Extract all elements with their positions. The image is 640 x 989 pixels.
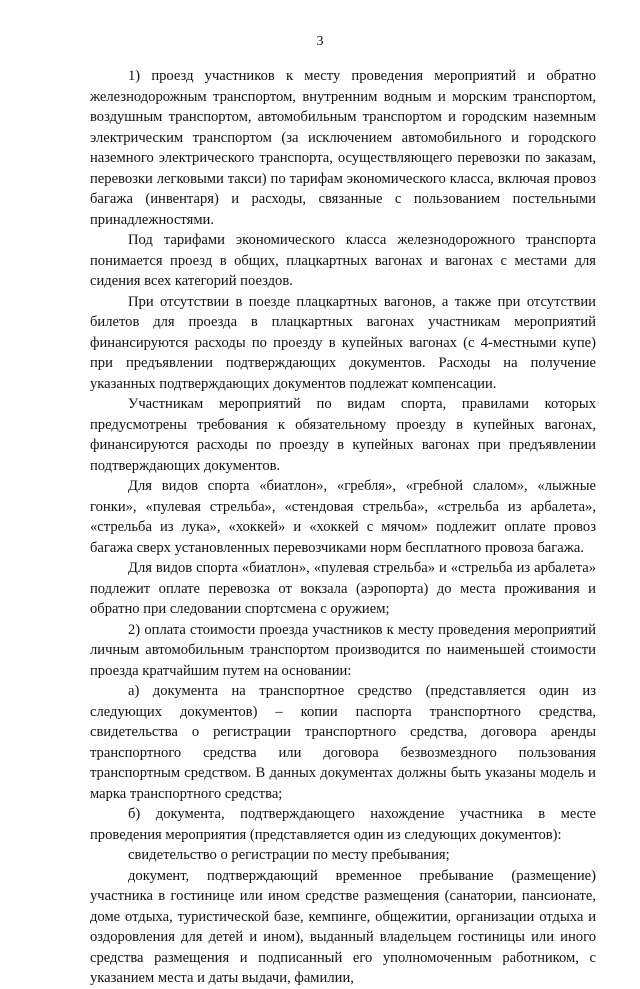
paragraph-6: Для видов спорта «биатлон», «пулевая стрельба» и «стрельба из арбалета» подлежит оплате перевозка от вокзала (аэропорта) до места проживания и обратно при следовании спортсмена с оружием; — [90, 560, 596, 617]
paragraph-1: 1) проезд участников к месту проведения мероприятий и обратно железнодорожным транспортом, внутренним водным и морским транспортом, воздушным транспортом, автомобильным транспортом и городским наземным электрическим транспортом (за исключением автомобильного и городского наземного электрического транспорта, осуществляющего перевозки по заказам, перевозки легковыми такси) по тарифам экономического класса, включая провоз багажа (инвентаря) и расходы, связанные с пользованием постельными принадлежностями. — [90, 68, 596, 228]
paragraph-9: б) документа, подтверждающего нахождение участника в месте проведения мероприятия (представляется один из следующих документов): — [90, 806, 596, 843]
document-body — [90, 66, 596, 989]
paragraph-4: Участникам мероприятий по видам спорта, правилами которых предусмотрены требования к обязательному проезду в купейных вагонах, финансируются расходы по проезду в купейных вагонах при предъявлении подтверждающих документов. — [90, 396, 596, 474]
paragraph-10: свидетельство о регистрации по месту пребывания; — [128, 847, 450, 863]
paragraph-3: При отсутствии в поезде плацкартных вагонов, а также при отсутствии билетов для проезда в плацкартных вагонах участникам мероприятий финансируются расходы по проезду в купейных вагонах (с 4-местными купе) при предъявлении подтверждающих документов. Расходы на получение указанных подтверждающих документов подлежат компенсации. — [90, 293, 596, 392]
paragraph-11: документ, подтверждающий временное пребывание (размещение) участника в гостинице или ином средстве размещения (санатории, пансионате, доме отдыха, туристической базе, кемпинге, общежитии, организации отдыха и оздоровления для детей и ином), выданный владельцем гостиницы или иного средства размещения и подписанный его уполномоченным работником, с указанием места и даты выдачи, фамилии, — [90, 867, 596, 986]
paragraph-8: а) документа на транспортное средство (представляется один из следующих документов) – копии паспорта транспортного средства, свидетельства о регистрации транспортного средства, договора аренды транспортного средства или договора безвозмездного пользования транспортным средством. В данных документах должны быть указаны модель и марка транспортного средства; — [90, 683, 596, 802]
page-number: 3 — [316, 34, 324, 49]
paragraph-7: 2) оплата стоимости проезда участников к месту проведения мероприятий личным автомобильным транспортом производится по наименьшей стоимости проезда кратчайшим путем на основании: — [90, 621, 596, 679]
paragraph-5: Для видов спорта «биатлон», «гребля», «гребной слалом», «лыжные гонки», «пулевая стрельба», «стендовая стрельба», «стрельба из арбалета», «стрельба из лука», «хоккей» и «хоккей с мячом» подлежит оплате провоз багажа сверх установленных перевозчиками норм бесплатного провоза багажа. — [90, 478, 596, 556]
paragraph-2: Под тарифами экономического класса железнодорожного транспорта понимается проезд в общих, плацкартных вагонах и вагонах с местами для сидения всех категорий поездов. — [90, 232, 596, 289]
